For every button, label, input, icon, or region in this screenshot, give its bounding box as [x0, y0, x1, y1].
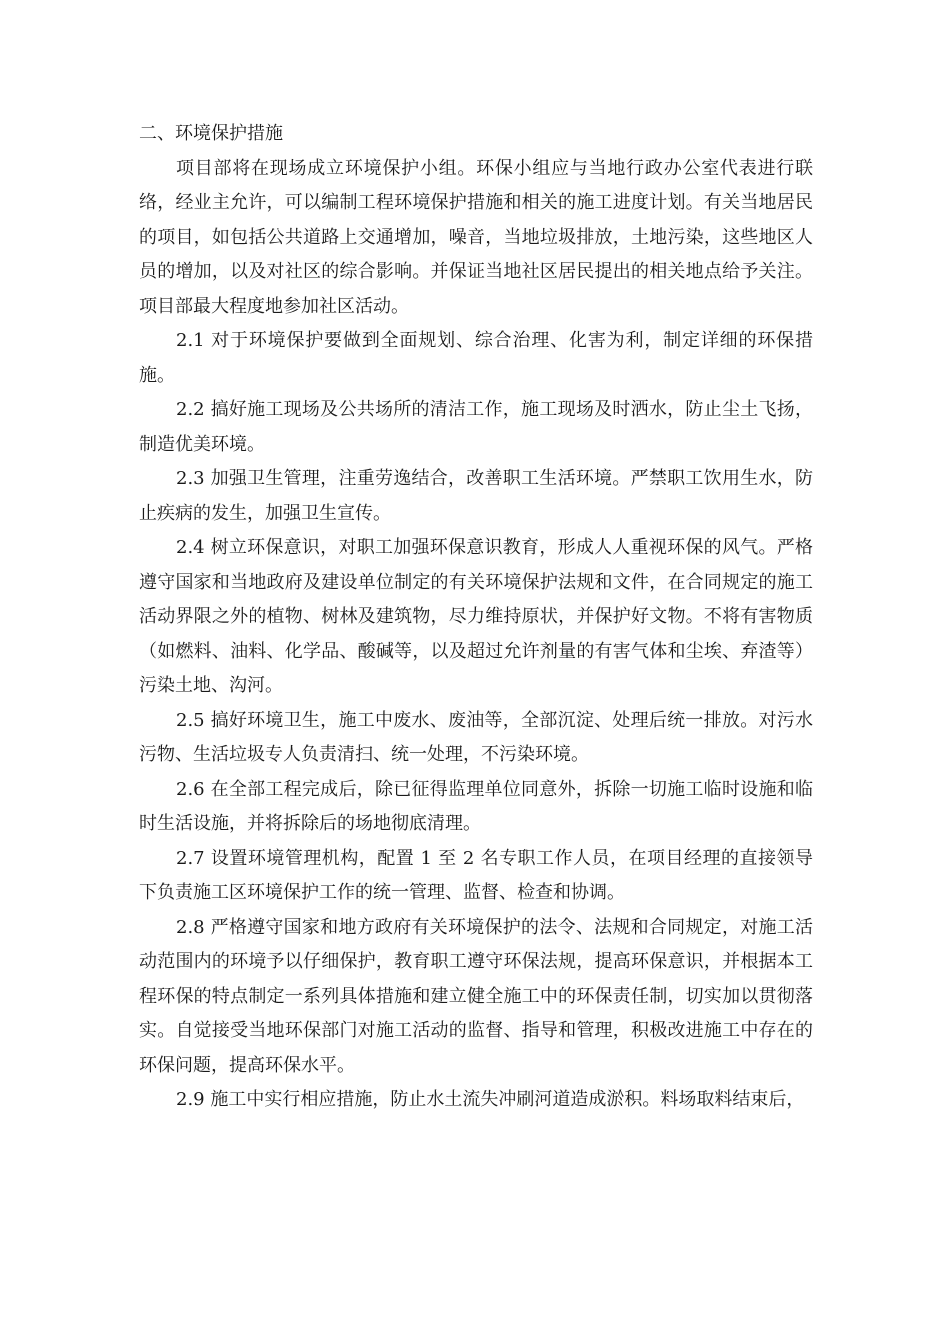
paragraph-2-9: 2.9 施工中实行相应措施，防止水土流失冲刷河道造成淤积。料场取料结束后，	[176, 1089, 805, 1110]
paragraph-intro: 项目部将在现场成立环境保护小组。环保小组应与当地行政办公室代表进行联络，经业主允许，可以编制工程环境保护措施和相关的施工进度计划。有关当地居民的项目，如包括公共道路上交通增加，噪音，当地垃圾排放，土地污染，这些地区人员的增加，以及对社区的综合影响。并保证当地社区居民提出的相关地点给予关注。项目部最大程度地参加社区活动。	[139, 157, 813, 317]
paragraph-2-1: 2.1 对于环境保护要做到全面规划、综合治理、化害为利，制定详细的环保措施。	[139, 330, 813, 386]
paragraph-2-2: 2.2 搞好施工现场及公共场所的清洁工作，施工现场及时洒水，防止尘土飞扬，制造优美环境。	[139, 399, 813, 455]
paragraph-2-3: 2.3 加强卫生管理，注重劳逸结合，改善职工生活环境。严禁职工饮用生水，防止疾病的发生，加强卫生宣传。	[139, 468, 813, 524]
paragraph-2-6: 2.6 在全部工程完成后，除已征得监理单位同意外，拆除一切施工临时设施和临时生活设施，并将拆除后的场地彻底清理。	[139, 778, 813, 834]
paragraph-2-7: 2.7 设置环境管理机构，配置 1 至 2 名专职工作人员，在项目经理的直接领导下负责施工区环境保护工作的统一管理、监督、检查和协调。	[139, 847, 813, 903]
section-heading: 二、环境保护措施	[139, 123, 283, 144]
paragraph-2-5: 2.5 搞好环境卫生，施工中废水、废油等，全部沉淀、处理后统一排放。对污水污物、生活垃圾专人负责清扫、统一处理，不污染环境。	[139, 709, 813, 765]
document-body	[139, 117, 813, 1118]
paragraph-2-4: 2.4 树立环保意识，对职工加强环保意识教育，形成人人重视环保的风气。严格遵守国家和当地政府及建设单位制定的有关环境保护法规和文件，在合同规定的施工活动界限之外的植物、树林及建筑物，尽力维持原状，并保护好文物。不将有害物质（如燃料、油料、化学品、酸碱等，以及超过允许剂量的有害气体和尘埃、弃渣等）污染土地、沟河。	[139, 537, 813, 696]
paragraph-2-8: 2.8 严格遵守国家和地方政府有关环境保护的法令、法规和合同规定，对施工活动范围内的环境予以仔细保护，教育职工遵守环保法规，提高环保意识，并根据本工程环保的特点制定一系列具体措施和建立健全施工中的环保责任制，切实加以贯彻落实。自觉接受当地环保部门对施工活动的监督、指导和管理，积极改进施工中存在的环保问题，提高环保水平。	[139, 916, 813, 1076]
